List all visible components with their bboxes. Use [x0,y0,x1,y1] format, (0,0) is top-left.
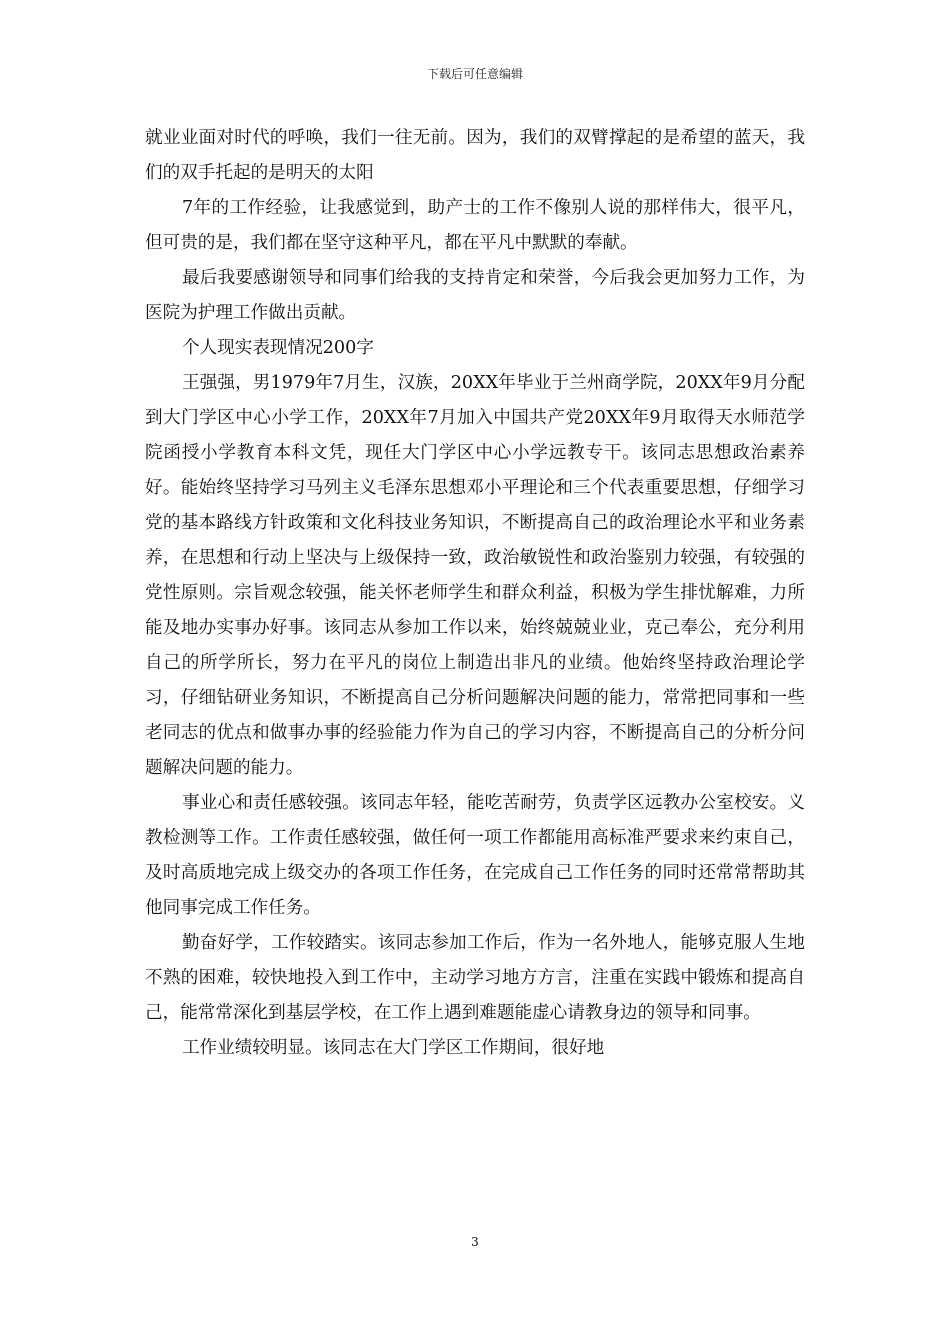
paragraph-profile: 王强强，男1979年7月生，汉族，20XX年毕业于兰州商学院，20XX年9月分配到大门学区中心小学工作，20XX年7月加入中国共产党20XX年9月取得天水师范学院函授小学教育本科文凭，现任大门学区中心小学远教专干。该同志思想政治素养好。能始终坚持学习马列主义毛泽东思想邓小平理论和三个代表重要思想，仔细学习党的基本路线方针政策和文化科技业务知识，不断提高自己的政治理论水平和业务素养，在思想和行动上坚决与上级保持一致，政治敏锐性和政治鉴别力较强，有较强的党性原则。宗旨观念较强，能关怀老师学生和群众利益，积极为学生排忧解难，力所能及地办实事办好事。该同志从参加工作以来，始终兢兢业业，克己奉公，充分利用自己的所学所长，努力在平凡的岗位上制造出非凡的业绩。他始终坚持政治理论学习，仔细钻研业务知识，不断提高自己分析问题解决问题的能力，常常把同事和一些老同志的优点和做事办事的经验能力作为自己的学习内容，不断提高自己的分析分问题解决问题的能力。 [145,373,805,778]
paragraph-thanks: 最后我要感谢领导和同事们给我的支持肯定和荣誉，今后我会更加努力工作，为医院为护理工作做出贡献。 [145,268,805,323]
paragraph-achievements: 工作业绩较明显。该同志在大门学区工作期间，很好地 [181,1038,605,1058]
paragraph-responsibility: 事业心和责任感较强。该同志年轻，能吃苦耐劳，负责学区远教办公室校安。义教检测等工作。工作责任感较强，做任何一项工作都能用高标准严要求来约束自己，及时高质地完成上级交办的各项工作任务，在完成自己工作任务的同时还常常帮助其他同事完成工作任务。 [145,793,805,918]
section-heading: 个人现实表现情况200字 [181,338,374,358]
paragraph-continuation: 就业业面对时代的呼唤，我们一往无前。因为，我们的双臂撑起的是希望的蓝天，我们的双手托起的是明天的太阳 [145,128,805,183]
document-body [145,121,805,1066]
paragraph-diligence: 勤奋好学，工作较踏实。该同志参加工作后，作为一名外地人，能够克服人生地不熟的困难，较快地投入到工作中，主动学习地方方言，注重在实践中锻炼和提高自己，能常常深化到基层学校，在工作上遇到难题能虚心请教身边的领导和同事。 [145,933,805,1023]
page-number: 3 [471,1235,479,1249]
paragraph-work-experience: 7年的工作经验，让我感觉到，助产士的工作不像别人说的那样伟大，很平凡，但可贵的是，我们都在坚守这种平凡，都在平凡中默默的奉献。 [145,198,805,253]
page-header: 下载后可任意编辑 [426,67,523,81]
